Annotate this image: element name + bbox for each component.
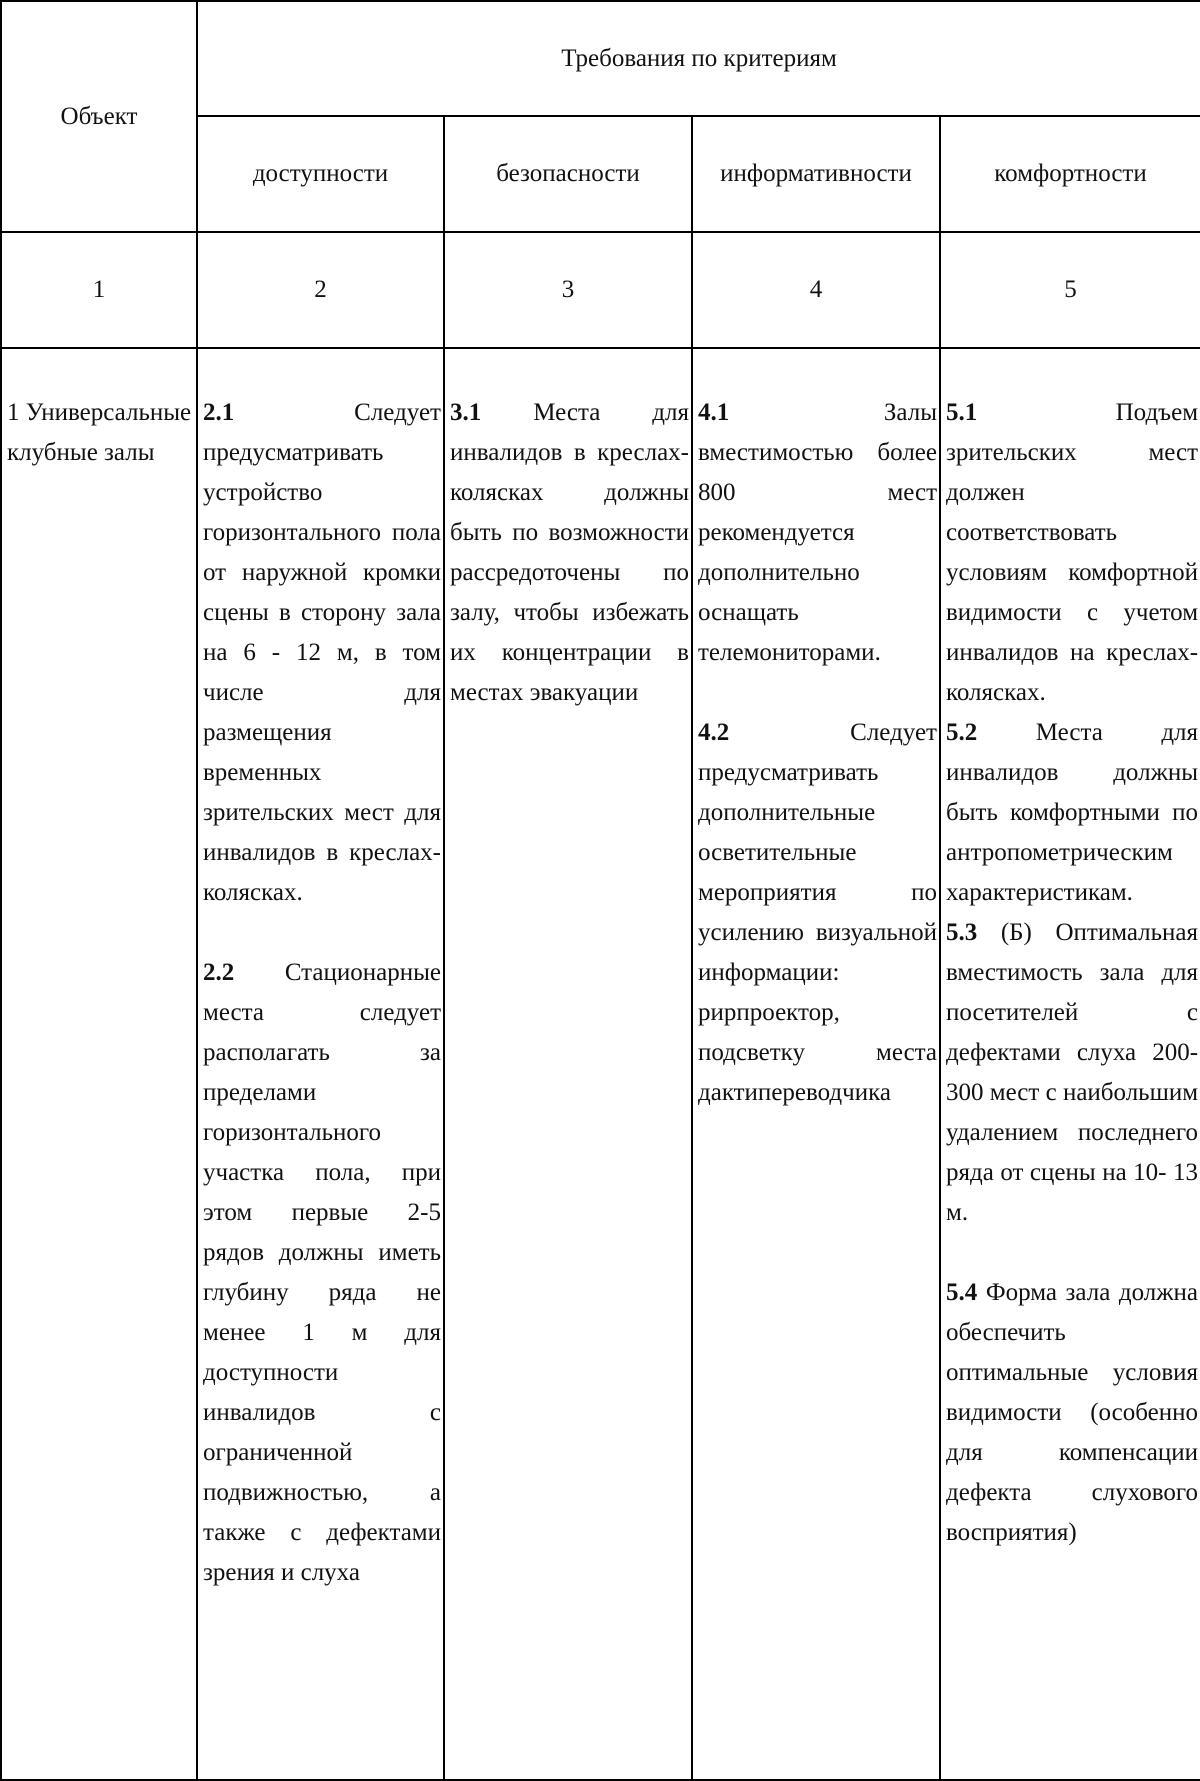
- criterion-comfort: [940, 116, 1200, 232]
- requirement-number: 5.1: [946, 399, 978, 426]
- criterion-label: доступности: [252, 160, 389, 187]
- requirement-item: [698, 713, 937, 1113]
- table-row: [1, 348, 1200, 1780]
- requirement-number: 5.3: [946, 919, 978, 946]
- requirement-text: Стационарные места следует располагать за пределами горизонтального участка пола, при этом первые 2-5 рядов должны иметь глубину ряда не менее 1 м для доступности инвалидов с ограниченной подвижностью, а также с дефектами зрения и слуха: [203, 959, 441, 1586]
- comfort-list: [941, 349, 1200, 1553]
- safety-cell: [444, 348, 692, 1780]
- requirement-item: [946, 1273, 1198, 1553]
- criterion-safety: [444, 116, 692, 232]
- comfort-cell: [940, 348, 1200, 1780]
- object-name: 1 Универсальные клубные залы: [7, 399, 192, 466]
- column-number: 5: [940, 232, 1200, 348]
- criterion-informativeness: [692, 116, 940, 232]
- criterion-label: комфортности: [994, 160, 1147, 187]
- column-number-row: [1, 232, 1200, 348]
- requirement-item: [698, 393, 937, 673]
- requirement-text: Форма зала должна обеспечить оптимальные условия видимости (особенно для компенсации дефекта слухового восприятия): [946, 1279, 1199, 1546]
- requirements-header-cell: [197, 1, 1200, 116]
- requirement-item: [946, 913, 1198, 1233]
- requirement-number: 4.1: [698, 399, 730, 426]
- column-number: 1: [1, 232, 197, 348]
- requirement-number: 2.1: [203, 399, 235, 426]
- requirement-text: Места для инвалидов должны быть комфортными по антропометрическим характеристикам.: [946, 719, 1199, 906]
- requirement-text: Места для инвалидов в креслах-колясках должны быть по возможности рассредоточены по залу, чтобы избежать их концентрации в местах эвакуации: [450, 399, 689, 706]
- criterion-accessibility: [197, 116, 444, 232]
- column-number: 4: [692, 232, 940, 348]
- requirement-item: [203, 393, 441, 913]
- column-number: 2: [197, 232, 444, 348]
- safety-list: [445, 349, 691, 713]
- informativeness-list: [693, 349, 939, 1113]
- object-header-label: Объект: [60, 102, 138, 130]
- requirements-header-label: Требования по критериям: [561, 44, 837, 72]
- header-row-1: [1, 1, 1200, 116]
- criterion-label: безопасности: [496, 160, 640, 187]
- criterion-label: информативности: [720, 160, 912, 187]
- requirement-number: 2.2: [203, 959, 235, 986]
- requirement-number: 4.2: [698, 719, 730, 746]
- requirement-number: 5.2: [946, 719, 978, 746]
- requirement-text: Залы вместимостью более 800 мест рекомендуется дополнительно оснащать телемониторами.: [698, 399, 937, 666]
- requirement-number: 5.4: [946, 1279, 978, 1306]
- requirement-text: Подъем зрительских мест должен соответствовать условиям комфортной видимости с учетом инвалидов на креслах-колясках.: [946, 399, 1199, 706]
- requirement-item: [946, 713, 1198, 913]
- requirement-item: [450, 393, 689, 713]
- informativeness-cell: [692, 348, 940, 1780]
- accessibility-list: [198, 349, 443, 1593]
- requirement-item: [203, 953, 441, 1593]
- requirement-item: [946, 393, 1198, 713]
- requirement-text: Следует предусматривать дополнительные осветительные мероприятия по усилению визуальной информации: рирпроектор, подсветку места дактипереводчика: [698, 719, 937, 1106]
- requirement-number: 3.1: [450, 399, 482, 426]
- accessibility-cell: [197, 348, 444, 1780]
- object-header-cell: [1, 1, 197, 232]
- object-cell: [1, 348, 197, 1780]
- requirement-text: (Б) Оптимальная вместимость зала для посетителей с дефектами слуха 200-300 мест с наибольшим удалением последнего ряда от сцены на 10- 13 м.: [946, 919, 1199, 1226]
- requirement-text: Следует предусматривать устройство горизонтального пола от наружной кромки сцены в сторону зала на 6 - 12 м, в том числе для размещения временных зрительских мест для инвалидов в креслах-колясках.: [203, 399, 441, 906]
- column-number: 3: [444, 232, 692, 348]
